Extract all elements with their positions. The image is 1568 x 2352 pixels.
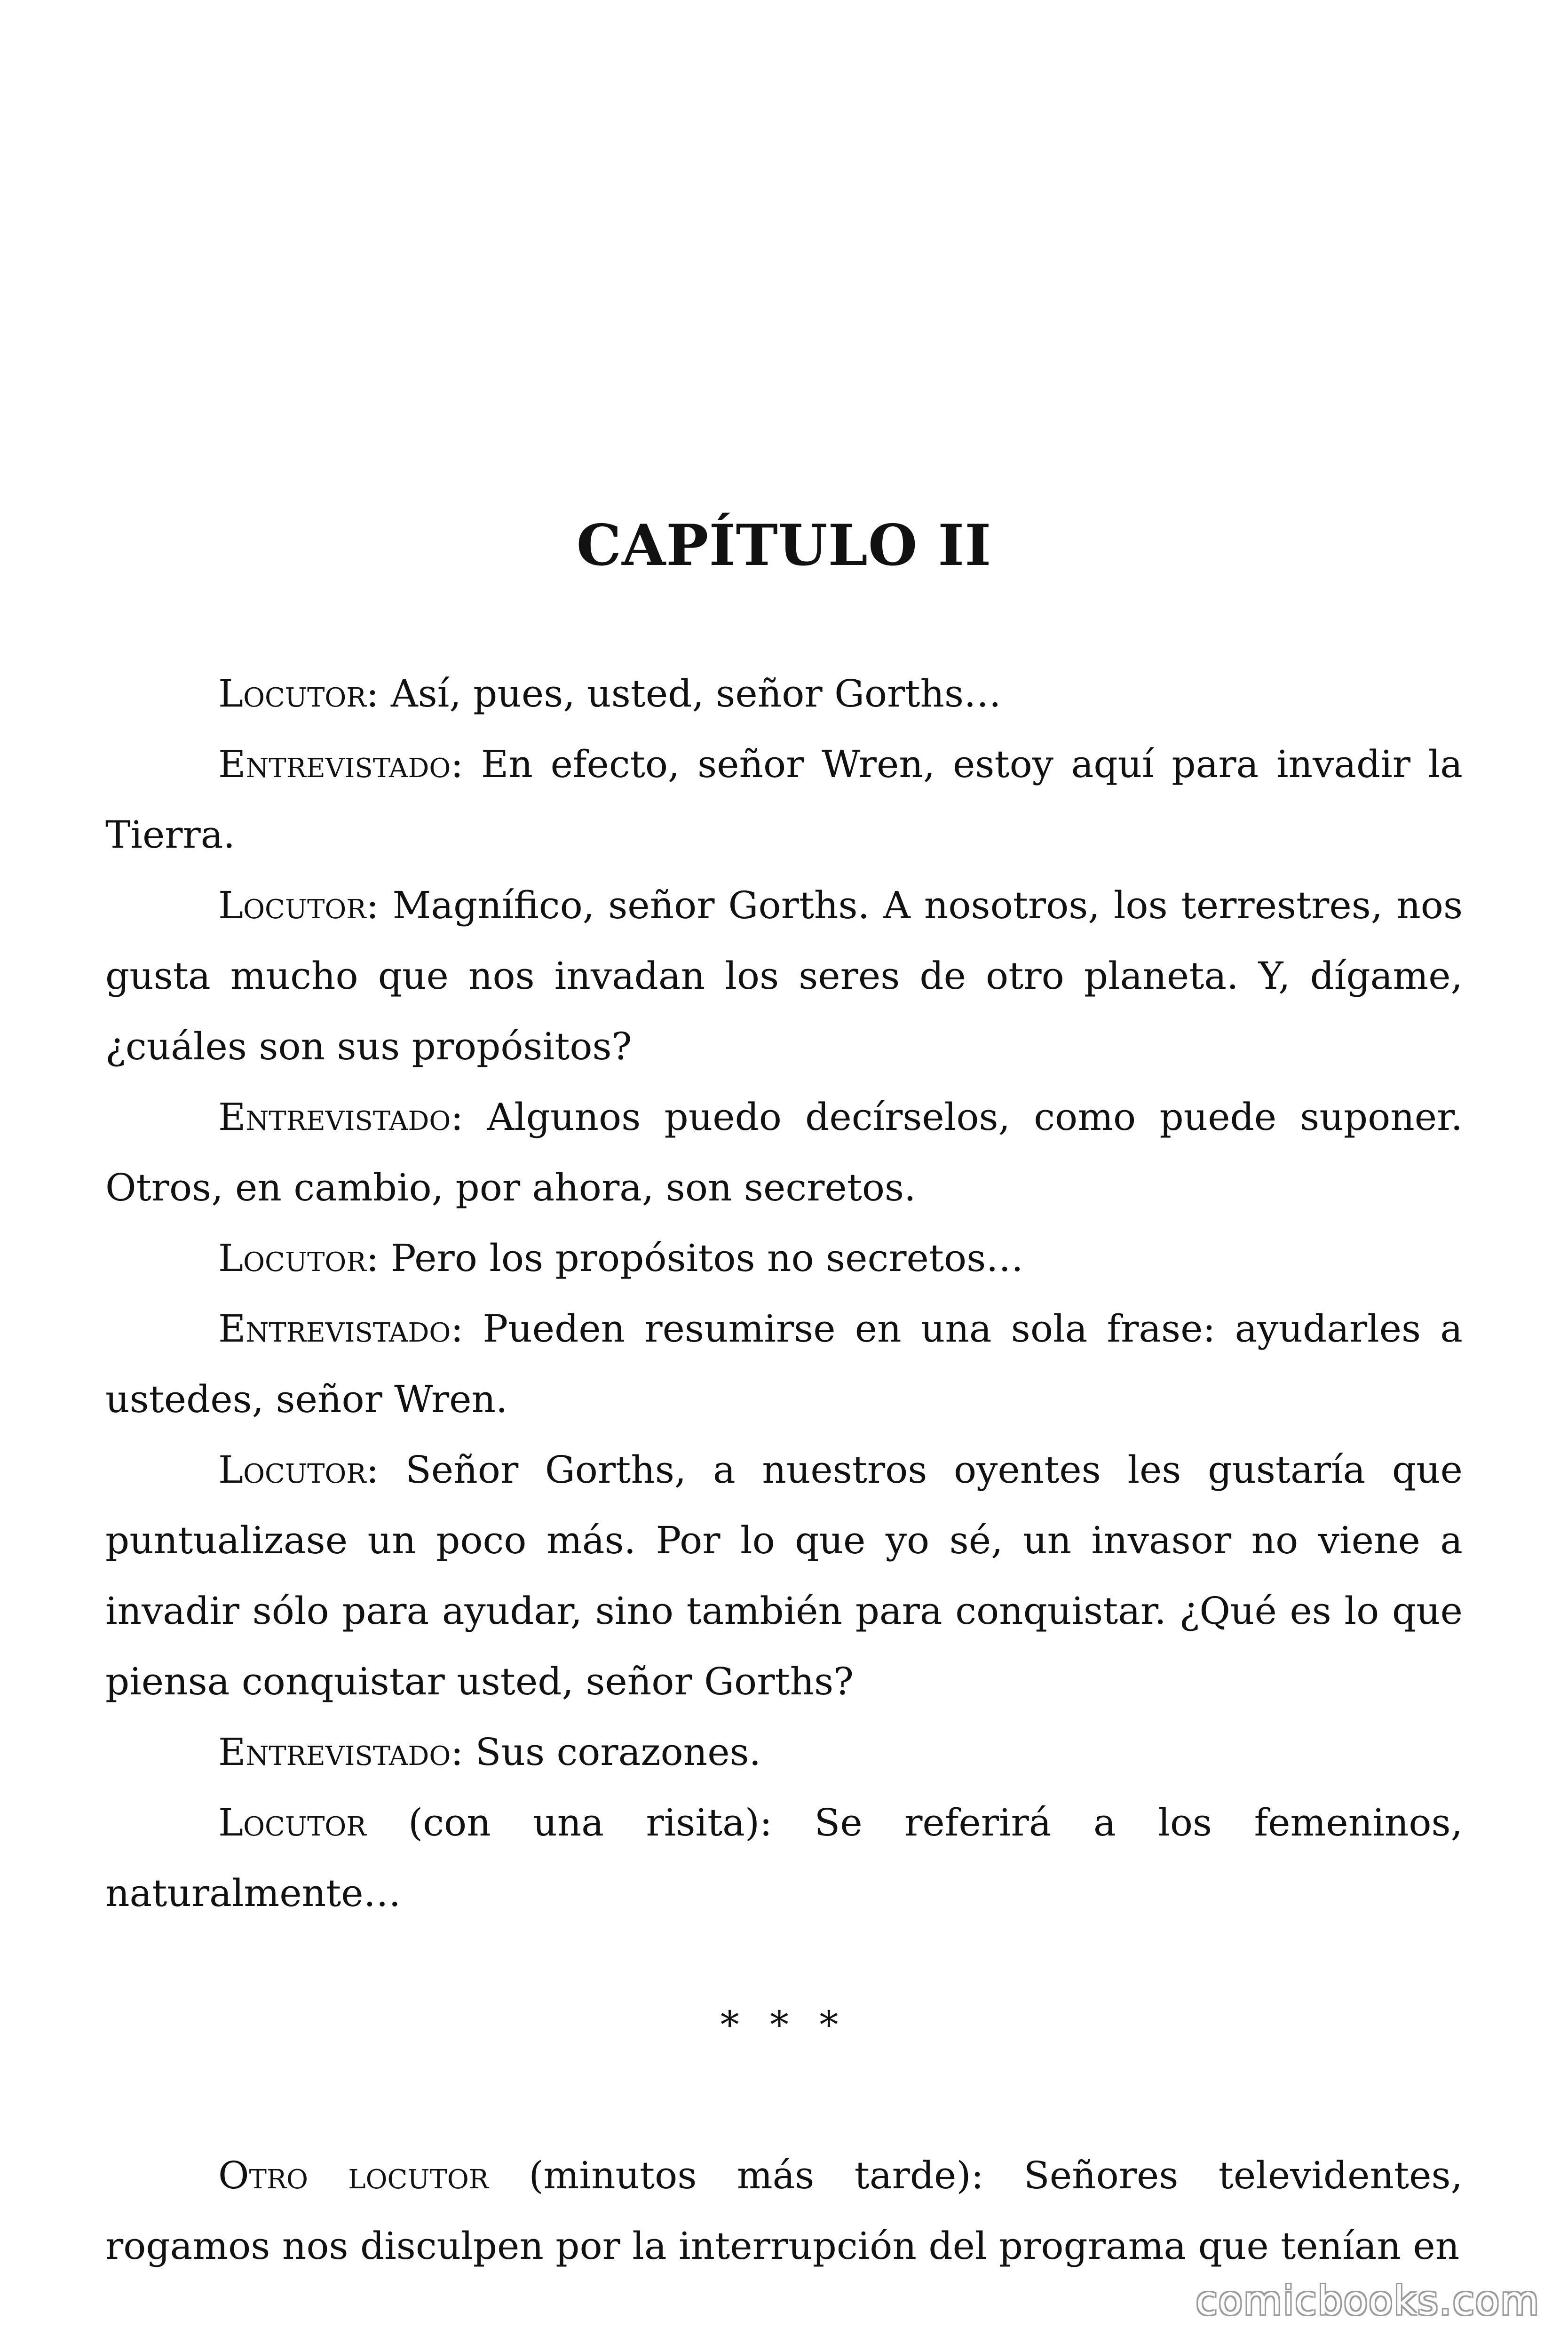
dialogue-paragraph	[105, 1223, 1463, 1294]
dialogue-paragraph	[105, 1435, 1463, 1717]
speaker-name: Entrevistado	[218, 1307, 451, 1351]
dialogue-paragraph	[105, 659, 1463, 729]
dialogue-text: : Señor Gorths, a nuestros oyentes les gustaría que puntualizase un poco más. Por lo que yo sé, un invasor no viene a invadir sólo para ayudar, sino también para conquistar. ¿Qué es lo que piensa conquistar usted, señor Gorths?	[105, 1448, 1463, 1703]
dialogue-paragraph	[105, 729, 1463, 870]
dialogue-text: : Algunos puedo decírselos, como puede suponer. Otros, en cambio, por ahora, son secretos.	[105, 1095, 1463, 1209]
speaker-name: Otro locutor	[218, 2153, 489, 2197]
dialogue-text: : Magnífico, señor Gorths. A nosotros, los terrestres, nos gusta mucho que nos invadan los seres de otro planeta. Y, dígame, ¿cuáles son sus propósitos?	[105, 883, 1463, 1068]
dialogue-paragraph	[105, 1082, 1463, 1223]
speaker-name: Entrevistado	[218, 742, 451, 786]
speaker-name: Locutor	[218, 883, 366, 927]
dialogue-text: : Sus corazones.	[451, 1730, 761, 1774]
dialogue-paragraph	[105, 870, 1463, 1082]
dialogue-text: : Así, pues, usted, señor Gorths…	[366, 672, 1002, 715]
speaker-name: Entrevistado	[218, 1095, 451, 1139]
dialogue-text: : Pero los propósitos no secretos…	[366, 1236, 1024, 1280]
section-separator: * * *	[720, 2003, 848, 2047]
dialogue-paragraph	[105, 1717, 1463, 1788]
dialogue-text: (con una risita): Se referirá a los femeninos, naturalmente…	[105, 1801, 1463, 1915]
dialogue-paragraph	[105, 2140, 1463, 2281]
chapter-title: CAPÍTULO II	[576, 512, 992, 579]
dialogue-paragraph	[105, 1788, 1463, 1929]
speaker-name: Locutor	[218, 1801, 366, 1844]
watermark: comicbooks.com	[1196, 2278, 1540, 2324]
speaker-name: Locutor	[218, 1448, 366, 1492]
speaker-name: Entrevistado	[218, 1730, 451, 1774]
speaker-name: Locutor	[218, 1236, 366, 1280]
speaker-name: Locutor	[218, 672, 366, 715]
dialogue-text: : En efecto, señor Wren, estoy aquí para invadir la Tierra.	[105, 742, 1463, 857]
dialogue-text: (minutos más tarde): Señores televidentes, rogamos nos disculpen por la interrupción del programa que tenían en	[105, 2153, 1463, 2268]
dialogue-paragraph	[105, 1294, 1463, 1435]
dialogue-text: : Pueden resumirse en una sola frase: ayudarles a ustedes, señor Wren.	[105, 1307, 1463, 1421]
chapter-body	[105, 659, 1463, 2281]
